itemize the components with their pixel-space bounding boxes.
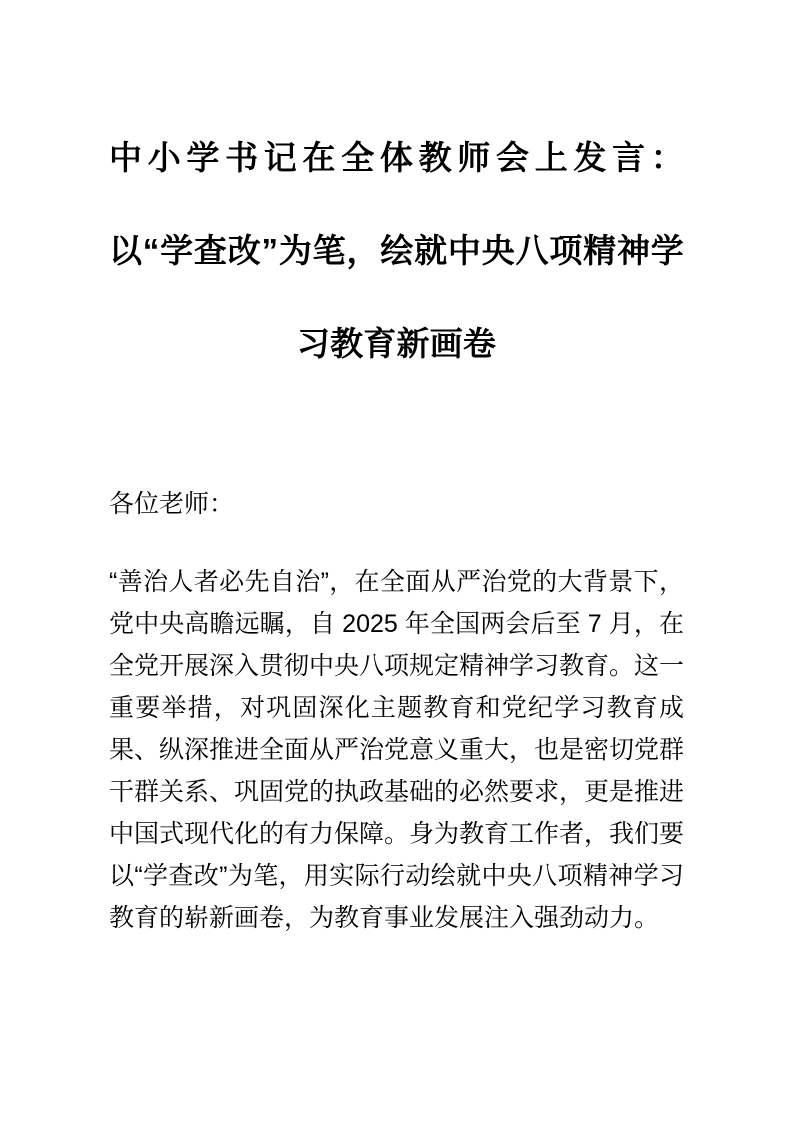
page-title: 中小学书记在全体教师会上发言：以“学查改”为笔，绘就中央八项精神学习教育新画卷 [109, 139, 684, 362]
salutation-text: 各位老师： [109, 490, 235, 518]
title-block [109, 111, 684, 390]
body-paragraph: “善治人者必先自治”，在全面从严治党的大背景下，党中央高瞻远瞩，自 2025 年全国两会后至 7 月，在全党开展深入贯彻中央八项规定精神学习教育。这一重要举措，对巩固深化主题教育和党纪学习教育成果、纵深推进全面从严治党意义重大，也是密切党群干群关系、巩固党的执政基础的必然要求，更是推进中国式现代化的有力保障。身为教育工作者，我们要以“学查改”为笔，用实际行动绘就中央八项精神学习教育的崭新画卷，为教育事业发展注入强劲动力。 [109, 568, 685, 932]
body-block [109, 561, 684, 939]
salutation-block [109, 483, 684, 525]
